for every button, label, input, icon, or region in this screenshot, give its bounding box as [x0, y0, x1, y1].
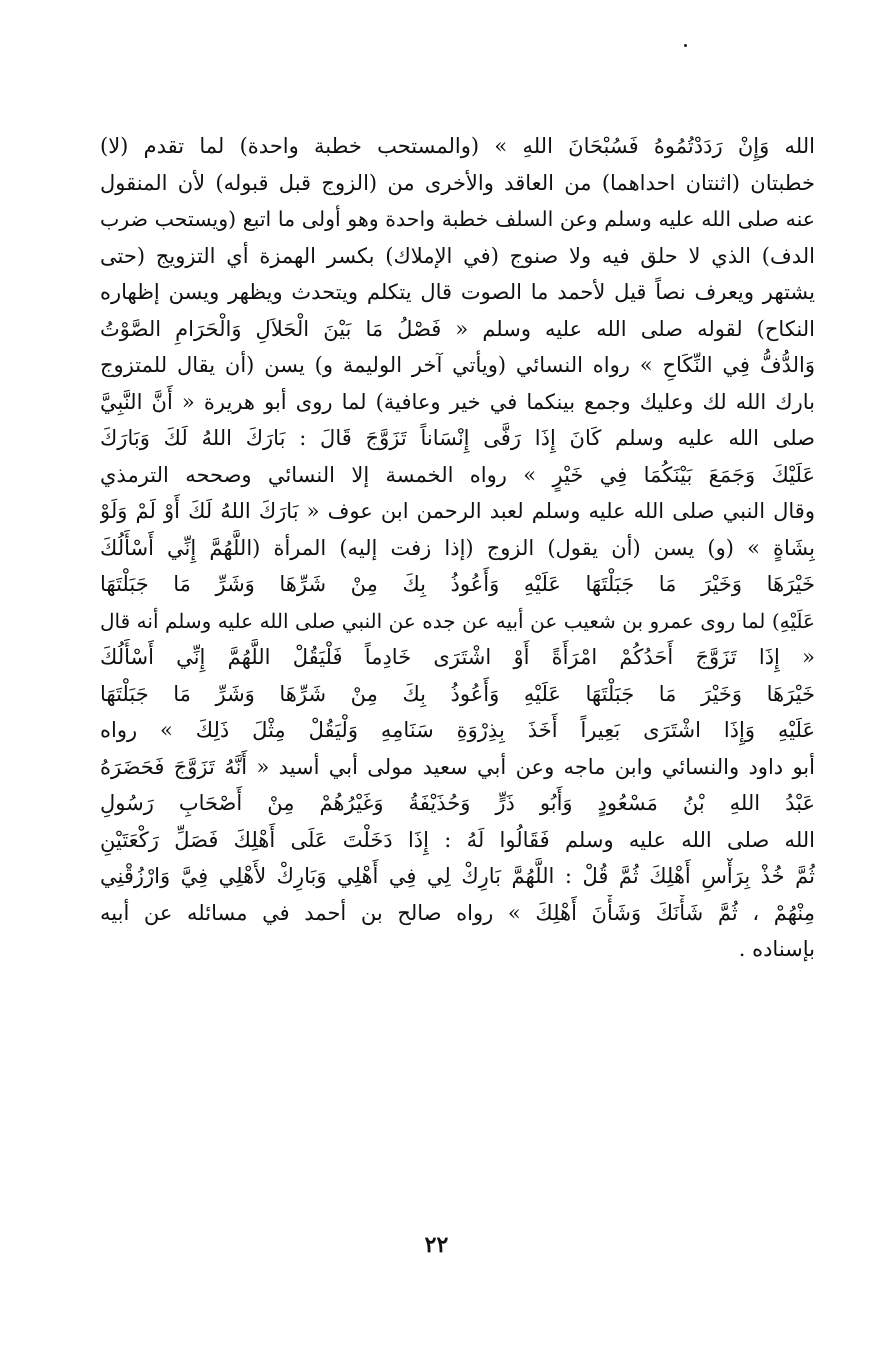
text-line: « إِذَا تَزَوَّجَ أَحَدُكُمْ امْرَأَةً أَوْ اشْتَرَى خَادِماً فَلْيَقُلْ اللَّهُمَّ إِنِّي أَسْأَلُكَ — [100, 645, 815, 669]
text-line: عَبْدُ اللهِ بْنُ مَسْعُودٍ وَأَبُو ذَرٍّ وَحُذَيْفَةُ وَغَيْرُهُمْ مِنْ أَصْحَابِ رَسُولِ — [100, 791, 815, 815]
text-line: عَلَيْهِ وَإِذَا اشْتَرَى بَعِيراً أَخَذَ بِذِرْوَةِ سَنَامِهِ وَلْيَقُلْ مِثْلَ ذَلِكَ » رواه — [100, 718, 815, 742]
text-line: بارك الله لك وعليك وجمع بينكما في خير وعافية) لما روى أبو هريرة « أَنَّ النَّبِيَّ — [100, 389, 815, 414]
text-line: عَلَيْهِ) لما روى عمرو بن شعيب عن أبيه عن جده عن النبي صلى الله عليه وسلم أنه قال — [100, 608, 815, 633]
text-line: يشتهر ويعرف نصاً قيل لأحمد ما الصوت قال يتكلم ويتحدث ويظهر ويسن إظهاره — [100, 280, 815, 304]
text-line: أبو داود والنسائي وابن ماجه وعن أبي سعيد مولى أبي أسيد « أَنَّهُ تَزَوَّجَ فَحَضَرَهُ — [100, 754, 815, 779]
text-line: مِنْهُمْ ، ثُمَّ شَأْنَكَ وَشَأْنَ أَهْلِكَ » رواه صالح بن أحمد في مسائله عن أبيه — [100, 900, 815, 925]
text-line: خطبتان (اثنتان احداهما) من العاقد والأخرى من (الزوج قبل قبوله) لأن المنقول — [100, 170, 815, 195]
text-line: بِشَاةٍ » (و) يسن (أن يقول) الزوج (إذا زفت إليه) المرأة (اللَّهُمَّ إِنِّي أَسْأَلُكَ — [100, 535, 815, 560]
text-line: وقال النبي صلى الله عليه وسلم لعبد الرحمن ابن عوف « بَارَكَ اللهُ لَكَ أَوْ لَمْ وَلَوْ — [100, 499, 815, 523]
body-text — [100, 128, 815, 968]
text-line: الدف) الذي لا حلق فيه ولا صنوج (في الإملاك) بكسر الهمزة أي التزويج (حتى — [100, 243, 815, 268]
text-line: ثُمَّ خُذْ بِرَأْسِ أَهْلِكَ ثُمَّ قُلْ : اللَّهُمَّ بَارِكْ لِي فِي أَهْلِي وَبَارِكْ لأَهْلِي فِيَّ وَارْزُقْنِي — [100, 864, 815, 888]
text-line: خَيْرَهَا وَخَيْرَ مَا جَبَلْتَهَا عَلَيْهِ وَأَعُوذُ بِكَ مِنْ شَرِّهَا وَشَرِّ مَا جَبَلْتَهَا — [100, 572, 815, 596]
text-line: وَالدُّفُّ فِي النِّكَاحِ » رواه النسائي (ويأتي آخر الوليمة و) يسن (أن يقال للمتزوج — [100, 353, 815, 377]
text-line: الله صلى الله عليه وسلم فَقَالُوا لَهُ : إِذَا دَخَلْتَ عَلَى أَهْلِكَ فَصَلِّ رَكْعَتَيْنِ — [100, 827, 815, 852]
text-line: بإسناده . — [738, 937, 815, 961]
text-line: الله وَإِنْ رَدَدْتُمُوهُ فَسُبْحَانَ اللهِ » (والمستحب خطبة واحدة) لما تقدم (لا) — [100, 134, 815, 158]
page-number: ٢٢ — [424, 1232, 449, 1258]
text-line: النكاح) لقوله صلى الله عليه وسلم « فَصْلُ مَا بَيْنَ الْحَلاَلِ وَالْحَرَامِ الصَّوْتُ — [100, 316, 815, 341]
text-line: خَيْرَهَا وَخَيْرَ مَا جَبَلْتَهَا عَلَيْهِ وَأَعُوذُ بِكَ مِنْ شَرِّهَا وَشَرِّ مَا جَبَلْتَهَا — [100, 681, 815, 706]
page-speck — [684, 44, 687, 47]
text-line: صلى الله عليه وسلم كَانَ إِذَا رَفَّى إِنْسَاناً تَزَوَّجَ قَالَ : بَارَكَ اللهُ لَكَ وَبَارَكَ — [100, 426, 815, 450]
text-line: عنه صلى الله عليه وسلم وعن السلف خطبة واحدة وهو أولى ما اتبع (ويستحب ضرب — [100, 207, 815, 231]
text-line: عَلَيْكَ وَجَمَعَ بَيْنَكُمَا فِي خَيْرٍ » رواه الخمسة إلا النسائي وصححه الترمذي — [100, 462, 815, 487]
